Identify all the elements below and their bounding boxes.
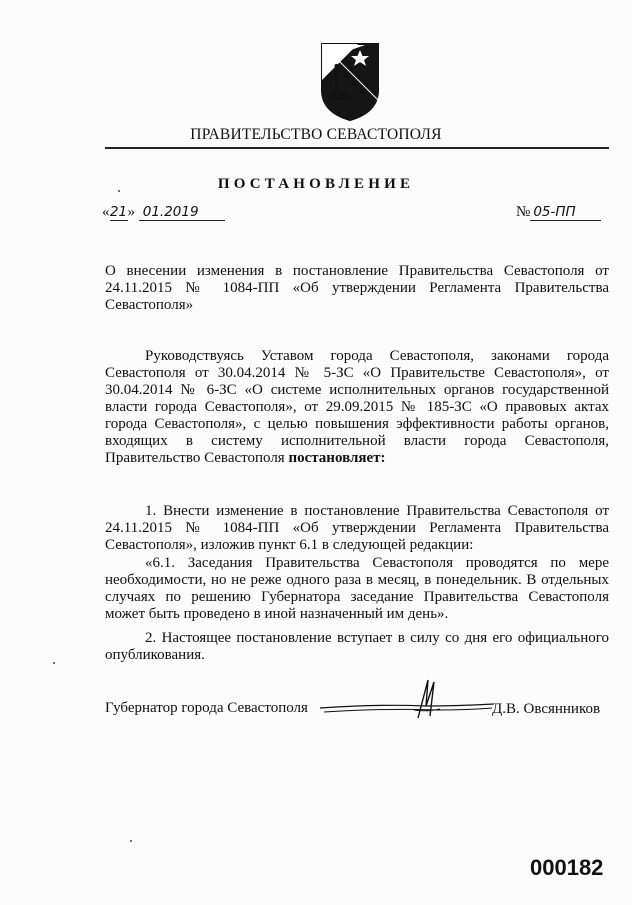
document-subject: О внесении изменения в постановление Правительства Севастополя от 24.11.2015 № 1084-ПП «Об утверждении Регламента Правительства Севастополя» [105, 263, 609, 313]
header-divider [105, 147, 609, 149]
document-date [102, 204, 225, 221]
document-number [516, 204, 601, 221]
sevastopol-coat-of-arms-emblem [318, 40, 382, 122]
preamble-text: Руководствуясь Уставом города Севастополя, законами города Севастополя от 30.04.2014 № 5-ЗС «О Правительстве Севастополя», от 30.04.2014 № 6-ЗС «О системе исполнительных органов государственной власти города Севастополя», от 29.09.2015 № 185-ЗС «О правовых актах города Севастополя», с целью повышения эффективности работы органов, входящих в систему исполнительной власти города Севастополя, Правительство Севастополя [105, 348, 609, 466]
document-serial-number: 000182 [530, 855, 604, 880]
item-1-paragraph: 1. Внести изменение в постановление Правительства Севастополя от 24.11.2015 № 1084-ПП «Об утверждении Регламента Правительства Севастополя», изложив пункт 6.1 в следующей редакции: [105, 503, 609, 553]
date-open-quote: « [102, 204, 110, 220]
date-close-quote: » [127, 204, 135, 220]
scan-speck [118, 190, 120, 192]
scan-speck [53, 662, 55, 664]
item-2-paragraph: 2. Настоящее постановление вступает в силу со дня его официального опубликования. [105, 630, 609, 663]
document-type-title: ПОСТАНОВЛЕНИЕ [217, 176, 415, 192]
date-day-handwritten: 21 [109, 204, 128, 220]
signatory-name: Д.В. Овсянников [492, 701, 601, 717]
handwritten-signature [318, 676, 498, 722]
item-6-1-quote-paragraph: «6.1. Заседания Правительства Севастополя проводятся по мере необходимости, но не реже одного раза в месяц, в понедельник. В отдельных случаях по решению Губернатора заседание Правительства Севастополя может быть проведено в иной назначенный им день». [105, 555, 609, 622]
number-value-handwritten: 05-ПП [530, 204, 601, 221]
organization-title: ПРАВИТЕЛЬСТВО СЕВАСТОПОЛЯ [190, 126, 442, 143]
signature-position: Губернатор города Севастополя [105, 700, 308, 716]
preamble-paragraph [105, 348, 609, 467]
preamble-resolves: постановляет: [288, 450, 386, 466]
scan-speck [130, 840, 132, 842]
date-month-year-handwritten: 01.2019 [139, 204, 225, 221]
number-sign: № [516, 204, 531, 220]
